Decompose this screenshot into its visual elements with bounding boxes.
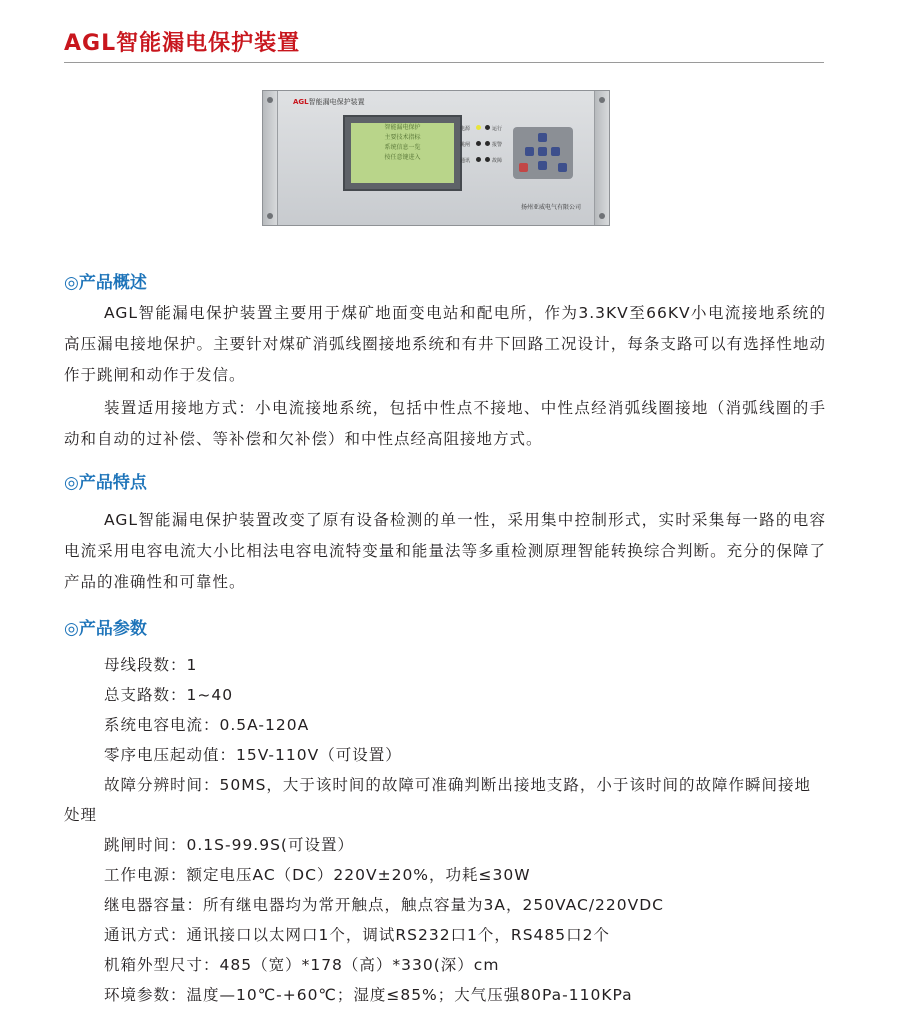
page-title: AGL智能漏电保护装置 [64,31,301,56]
screw [267,97,273,103]
down-key-icon [538,161,547,170]
param-item: 母线段数：1 [104,656,198,674]
screw [599,97,605,103]
alarm-led-icon [485,141,490,146]
lcd-line: 主要技术指标 [384,134,421,141]
led-label: 报警 [492,142,503,148]
param-item: 机箱外型尺寸：485（宽）*178（高）*330(深）cm [104,956,500,974]
left-key-icon [525,147,534,156]
fault-led-icon [485,157,490,162]
param-item: 零序电压起动值：15V-110V（可设置） [104,746,402,764]
up-key-icon [538,133,547,142]
lcd-line: 按任意键进入 [384,154,421,161]
param-item: 故障分辨时间：50MS，大于该时间的故障可准确判断出接地支路，小于该时间的故障作瞬间接地处理 [64,776,811,824]
panel-maker: 扬州亚威电气有限公司 [520,204,581,211]
power-led-icon [476,125,481,130]
lcd-frame [343,115,462,191]
lcd-screen [351,123,454,183]
panel-label [293,97,365,107]
cancel-key-icon [519,163,528,172]
right-key-icon [551,147,560,156]
rack-ear-left [263,91,278,225]
param-item: 通讯方式：通讯接口以太网口1个，调试RS232口1个，RS485口2个 [104,926,610,944]
features-paragraph: AGL智能漏电保护装置改变了原有设备检测的单一性，采用集中控制形式，实时采集每一路的电容电流采用电容电流大小比相法电容电流特变量和能量法等多重检测原理智能转换综合判断。充分的保障了产品的准确性和可靠性。 [64,511,826,591]
keypad [513,127,573,179]
trip-led-icon [476,141,481,146]
func-key-icon [558,163,567,172]
param-item: 环境参数：温度—10℃-+60℃；湿度≤85%；大气压强80Pa-110KPa [104,986,633,1004]
panel-title: 智能漏电保护装置 [308,98,365,106]
lcd-line: 智能漏电保护 [384,124,421,131]
overview-paragraph-1: AGL智能漏电保护装置主要用于煤矿地面变电站和配电所，作为3.3KV至66KV小电流接地系统的高压漏电接地保护。主要针对煤矿消弧线圈接地系统和有井下回路工况设计，每条支路可以有选择性地动作于跳闸和动作于发信。 [64,304,826,384]
param-item: 系统电容电流：0.5A-120A [104,716,310,734]
param-item: 继电器容量：所有继电器均为常开触点，触点容量为3A，250VAC/220VDC [104,896,664,914]
product-photo [262,90,610,226]
enter-key-icon [538,147,547,156]
param-item: 工作电源：额定电压AC（DC）220V±20%，功耗≤30W [104,866,531,884]
param-item: 跳闸时间：0.1S-99.9S(可设置） [104,836,354,854]
panel-brand: AGL [293,98,309,106]
led-label: 运行 [492,126,503,132]
led-label: 通讯 [460,158,471,164]
param-item: 总支路数：1~40 [104,686,234,704]
features-heading: ◎产品特点 [64,473,147,493]
title-divider [64,62,824,63]
rack-ear-right [594,91,609,225]
screw [267,213,273,219]
params-list [64,650,826,1010]
led-label: 故障 [492,158,503,164]
led-label: 电源 [460,126,471,132]
comm-led-icon [476,157,481,162]
run-led-icon [485,125,490,130]
overview-heading: ◎产品概述 [64,273,147,293]
screw [599,213,605,219]
lcd-line: 系统信息一览 [384,144,421,151]
led-label: 跳闸 [460,142,471,148]
params-heading: ◎产品参数 [64,619,147,639]
overview-paragraph-2: 装置适用接地方式：小电流接地系统，包括中性点不接地、中性点经消弧线圈接地（消弧线圈的手动和自动的过补偿、等补偿和欠补偿）和中性点经高阻接地方式。 [64,399,826,448]
